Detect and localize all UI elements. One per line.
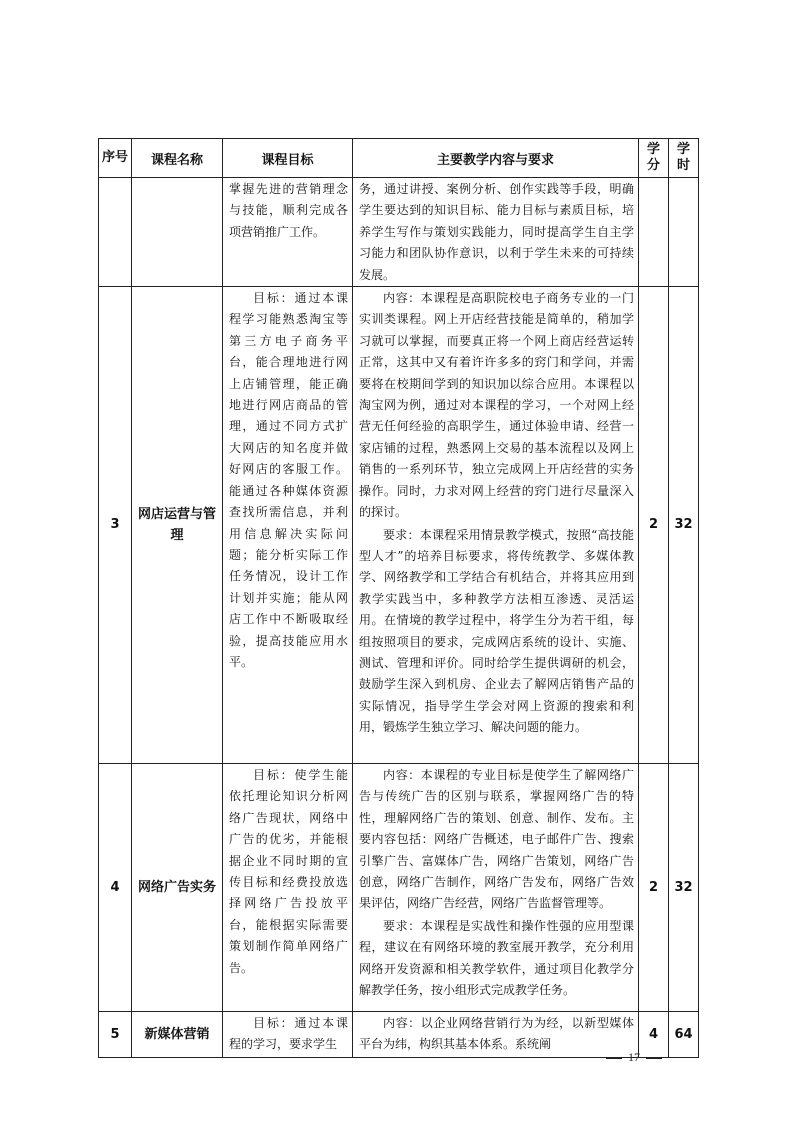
row-content	[353, 287, 639, 764]
goal-text: 目标：使学生能依托理论知识分析网络广告现状，网络中广告的优劣，并能根据企业不同时期的宣传目标和经费投放选择网络广告投放平台，能根据实际需要策划制作简单网络广告。	[229, 768, 348, 975]
requirement-text: 要求：本课程采用情景教学模式，按照“高技能型人才”的培养目标要求，将传统教学、多媒体教学、网络教学和工学结合有机结合，并将其应用到教学实践当中，多种教学方法相互渗透、灵活运用。在情境的教学过程中，将学生分为若干组，每组按照项目的要求，完成网店系统的设计、实施、测试、管理和评价。同时给学生提供调研的机会，鼓励学生深入到机房、企业去了解网店销售产品的实际情况，指导学生学会对网上资源的搜索和利用，锻炼学生独立学习、解决问题的能力。	[359, 527, 634, 735]
goal-text: 掌握先进的营销理念与技能，顺利完成各项营销推广工作。	[229, 182, 348, 239]
row-hours	[669, 178, 699, 287]
page-number-text: 17	[628, 1050, 640, 1064]
content-text: 内容：本课程的专业目标是使学生了解网络广告与传统广告的区别与联系，掌握网络广告的特性，理解网络广告的策划、创意、制作、发布。主要内容包括：网络广告概述，电子邮件广告、搜索引擎广告、富媒体广告，网络广告策划，网络广告创意，网络广告制作，网络广告发布，网络广告效果评估，网络广告经营，网络广告监督管理等。	[359, 768, 634, 911]
row-credit: 2	[639, 287, 669, 764]
row-course-name: 网店运营与管理	[132, 287, 223, 764]
table-row	[99, 178, 699, 287]
header-content: 主要教学内容与要求	[353, 139, 639, 178]
row-course-goal	[223, 178, 353, 287]
requirement-text: 要求：本课程是实战性和操作性强的应用型课程，建议在有网络环境的教室展开教学，充分利用网络开发资源和相关教学软件，通过项目化教学分解教学任务，按小组形式完成教学任务。	[359, 918, 634, 998]
goal-text: 目标：通过本课程学习能熟悉淘宝等第三方电子商务平台，能合理地进行网上店铺管理，能正确地进行网店商品的管理，通过不同方式扩大网店的知名度并做好网店的客服工作。能通过各种媒体资源查找所需信息，并利用信息解决实际问题；能分析实际工作任务情况，设计工作计划并实施；能从网店工作中不断吸取经验，提高技能应用水平。	[229, 291, 348, 669]
page-number	[600, 1050, 668, 1065]
content-text: 务，通过讲授、案例分析、创作实践等手段，明确学生要达到的知识目标、能力目标与素质目标，培养学生写作与策划实践能力，同时提高学生自主学习能力和团队协作意识，以利于学生未来的可持续发展。	[359, 182, 634, 282]
row-hours: 64	[669, 1012, 699, 1058]
row-course-name	[132, 178, 223, 287]
header-course-goal: 课程目标	[223, 139, 353, 178]
row-seq: 5	[99, 1012, 132, 1058]
row-content	[353, 178, 639, 287]
row-course-goal	[223, 287, 353, 764]
header-hours: 学时	[669, 139, 699, 178]
row-course-goal	[223, 1012, 353, 1058]
course-table	[98, 138, 699, 1058]
table-row	[99, 287, 699, 764]
row-course-goal	[223, 764, 353, 1012]
row-seq	[99, 178, 132, 287]
page-number-dash-left	[606, 1058, 622, 1059]
row-content	[353, 1012, 639, 1058]
content-text: 内容：本课程是高职院校电子商务专业的一门实训类课程。网上开店经营技能是简单的，稍加学习就可以掌握，而要真正将一个网上商店经营运转正常，这其中又有着许许多多的窍门和学问，并需要将在校期间学到的知识加以综合应用。本课程以淘宝网为例，通过对本课程的学习，一个对网上经营无任何经验的高职学生，通过体验申请、经营一家店铺的过程，熟悉网上交易的基本流程以及网上销售的一系列环节，独立完成网上开店经营的实务操作。同时，力求对网上经营的窍门进行尽量深入的探讨。	[359, 291, 634, 520]
row-hours: 32	[669, 287, 699, 764]
page-number-dash-right	[646, 1058, 662, 1059]
row-credit: 4	[639, 1012, 669, 1058]
header-course-name: 课程名称	[132, 139, 223, 178]
row-seq: 4	[99, 764, 132, 1012]
content-text: 内容：以企业网络营销行为为经，以新型媒体平台为纬，构织其基本体系。系统阐	[359, 1016, 634, 1052]
row-hours: 32	[669, 764, 699, 1012]
row-seq: 3	[99, 287, 132, 764]
header-seq: 序号	[99, 139, 132, 178]
row-credit	[639, 178, 669, 287]
goal-text: 目标：通过本课程的学习，要求学生	[229, 1016, 348, 1052]
row-content	[353, 764, 639, 1012]
row-credit: 2	[639, 764, 669, 1012]
header-credit: 学分	[639, 139, 669, 178]
table-row	[99, 764, 699, 1012]
row-course-name: 新媒体营销	[132, 1012, 223, 1058]
header-row	[99, 139, 699, 178]
row-course-name: 网络广告实务	[132, 764, 223, 1012]
